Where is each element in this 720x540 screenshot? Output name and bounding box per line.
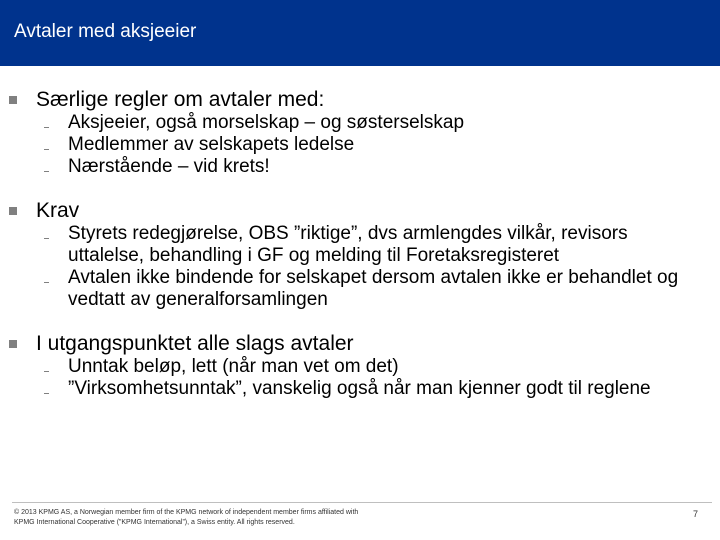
list-item bbox=[68, 378, 720, 400]
dash-bullet-icon bbox=[44, 149, 49, 150]
page-number: 7 bbox=[692, 509, 698, 519]
footer-line-2: KPMG International Cooperative (”KPMG International”), a Swiss entity. All rights reserved. bbox=[14, 519, 295, 526]
footer-copyright bbox=[14, 508, 358, 528]
list-item-text: Medlemmer av selskapets ledelse bbox=[68, 134, 355, 155]
dash-bullet-icon bbox=[44, 371, 49, 372]
section-heading: I utgangspunktet alle slags avtaler bbox=[36, 332, 354, 355]
section-heading: Særlige regler om avtaler med: bbox=[36, 88, 325, 111]
section-all-agreements bbox=[0, 332, 720, 400]
dash-bullet-icon bbox=[44, 127, 49, 128]
list-item-text: Aksjeeier, også morselskap – og søsterselskap bbox=[68, 112, 465, 133]
list-item bbox=[68, 267, 720, 311]
list-item-text: ”Virksomhetsunntak”, vanskelig også når man kjenner godt til reglene bbox=[68, 378, 651, 399]
slide-content bbox=[0, 88, 720, 400]
list-item bbox=[68, 112, 720, 134]
square-bullet-icon bbox=[9, 96, 17, 104]
dash-bullet-icon bbox=[44, 238, 49, 239]
slide-title: Avtaler med aksjeeier bbox=[14, 21, 197, 42]
list-item-text: Avtalen ikke bindende for selskapet dersom avtalen ikke er behandlet og vedtatt av generalforsamlingen bbox=[68, 267, 679, 310]
list-item bbox=[68, 134, 720, 156]
list-item bbox=[68, 223, 720, 267]
list-item bbox=[68, 356, 720, 378]
title-bar bbox=[0, 0, 720, 66]
section-requirements bbox=[0, 199, 720, 311]
section-special-rules bbox=[0, 88, 720, 178]
list-item-text: Nærstående – vid krets! bbox=[68, 156, 270, 177]
dash-bullet-icon bbox=[44, 171, 49, 172]
dash-bullet-icon bbox=[44, 282, 49, 283]
list-item-text: Styrets redegjørelse, OBS ”riktige”, dvs armlengdes vilkår, revisors uttalelse, behandling i GF og melding til Foretaksregisteret bbox=[68, 223, 628, 266]
square-bullet-icon bbox=[9, 207, 17, 215]
footer-line-1: © 2013 KPMG AS, a Norwegian member firm of the KPMG network of independent member firms affiliated with bbox=[14, 509, 359, 516]
square-bullet-icon bbox=[9, 340, 17, 348]
footer-divider bbox=[12, 502, 712, 503]
section-heading: Krav bbox=[36, 199, 80, 222]
dash-bullet-icon bbox=[44, 393, 49, 394]
list-item-text: Unntak beløp, lett (når man vet om det) bbox=[68, 356, 399, 377]
list-item bbox=[68, 156, 720, 178]
